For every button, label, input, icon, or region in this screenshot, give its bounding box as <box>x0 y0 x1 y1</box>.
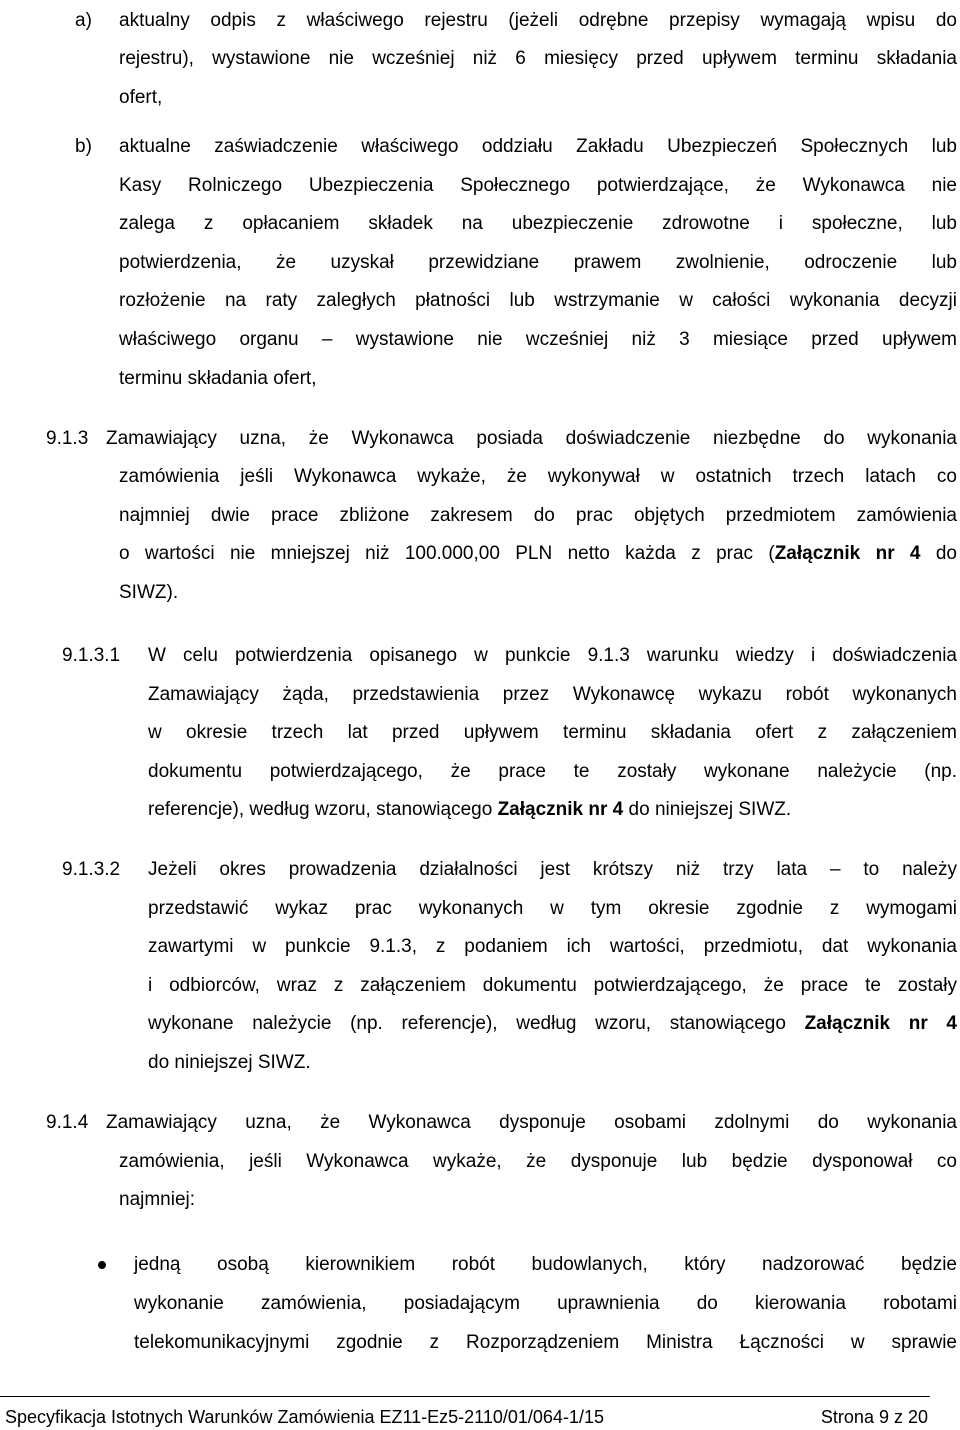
item-b-line-7: terminu składania ofert, <box>119 368 317 389</box>
bullet-line-2: wykonanie zamówienia, posiadającym uprawnienia do kierowania robotami <box>134 1293 957 1314</box>
section-9131-line-3: w okresie trzech lat przed upływem terminu składania ofert z załączeniem <box>148 722 957 743</box>
section-9131-line-2: Zamawiający żąda, przedstawienia przez Wykonawcę wykazu robót wykonanych <box>148 684 957 705</box>
attachment-4-reference: Załącznik nr 4 <box>497 799 624 820</box>
bullet-point <box>98 1261 106 1269</box>
item-b-line-5: rozłożenie na raty zaległych płatności lub wstrzymanie w całości wykonania decyzji <box>119 290 957 311</box>
item-b-label: b) <box>75 136 92 157</box>
item-a-label: a) <box>75 10 92 31</box>
item-b-line-1: aktualne zaświadczenie właściwego oddziału Zakładu Ubezpieczeń Społecznych lub <box>119 136 957 157</box>
section-913-line-1: Zamawiający uzna, że Wykonawca posiada doświadczenie niezbędne do wykonania <box>106 428 957 449</box>
section-9132-line-6: do niniejszej SIWZ. <box>148 1052 311 1073</box>
section-9132-line-4: i odbiorców, wraz z załączeniem dokumentu potwierdzającego, że prace te zostały <box>148 975 957 996</box>
section-913-line-4-text: o wartości nie mniejszej niż 100.000,00 PLN netto każda z prac ( <box>119 543 775 564</box>
section-914-line-3: najmniej: <box>119 1189 196 1210</box>
section-9132-line-5-text: wykonane należycie (np. referencje), według wzoru, stanowiącego <box>148 1013 805 1034</box>
bullet-line-3: telekomunikacyjnymi zgodnie z Rozporządzeniem Ministra Łączności w sprawie <box>134 1332 957 1353</box>
section-914-line-2: zamówienia, jeśli Wykonawca wykaże, że dysponuje lub będzie dysponował co <box>119 1151 957 1172</box>
item-b-line-6: właściwego organu – wystawione nie wcześniej niż 3 miesiące przed upływem <box>119 329 957 350</box>
footer-divider <box>0 1396 930 1397</box>
footer-page-number: Strona 9 z 20 <box>820 1407 928 1427</box>
item-b-line-4: potwierdzenia, że uzyskał przewidziane prawem zwolnienie, odroczenie lub <box>119 252 957 273</box>
item-a-line-1: aktualny odpis z właściwego rejestru (jeżeli odrębne przepisy wymagają wpisu do <box>119 10 957 31</box>
section-913-line-2: zamówienia jeśli Wykonawca wykaże, że wykonywał w ostatnich trzech latach co <box>119 466 957 487</box>
section-913-line-4 <box>119 543 957 565</box>
section-9132-line-3: zawartymi w punkcie 9.1.3, z podaniem ich wartości, przedmiotu, dat wykonania <box>148 936 957 957</box>
section-9131-number: 9.1.3.1 <box>62 645 121 666</box>
section-9131-line-1: W celu potwierdzenia opisanego w punkcie 9.1.3 warunku wiedzy i doświadczenia <box>148 645 957 666</box>
item-b-line-3: zalega z opłacaniem składek na ubezpieczenie zdrowotne i społeczne, lub <box>119 213 957 234</box>
section-9131-line-5 <box>148 799 791 821</box>
attachment-4-reference: Załącznik nr 4 <box>774 543 921 564</box>
section-913-line-5: SIWZ). <box>119 582 179 603</box>
item-a-line-3: ofert, <box>119 87 163 108</box>
section-9132-number: 9.1.3.2 <box>62 859 121 880</box>
section-9131-line-5-text: referencje), według wzoru, stanowiącego <box>148 799 498 820</box>
section-9131-line-4: dokumentu potwierdzającego, że prace te zostały wykonane należycie (np. <box>148 761 957 782</box>
section-9132-line-5 <box>148 1013 957 1035</box>
section-914-number: 9.1.4 <box>46 1112 89 1133</box>
item-a-line-2: rejestru), wystawione nie wcześniej niż 6 miesięcy przed upływem terminu składania <box>119 48 957 69</box>
attachment-4-reference: Załącznik nr 4 <box>804 1013 957 1034</box>
section-913-line-4-tail: do <box>920 543 957 564</box>
section-9132-line-1: Jeżeli okres prowadzenia działalności jest krótszy niż trzy lata – to należy <box>148 859 957 880</box>
section-913-line-3: najmniej dwie prace zbliżone zakresem do prac objętych przedmiotem zamówienia <box>119 505 957 526</box>
footer-document-title: Specyfikacja Istotnych Warunków Zamówienia EZ11-Ez5-2110/01/064-1/15 <box>5 1407 604 1427</box>
bullet-line-1: jedną osobą kierownikiem robót budowlanych, który nadzorować będzie <box>134 1254 957 1275</box>
section-913-number: 9.1.3 <box>46 428 89 449</box>
section-914-line-1: Zamawiający uzna, że Wykonawca dysponuje osobami zdolnymi do wykonania <box>106 1112 957 1133</box>
item-b-line-2: Kasy Rolniczego Ubezpieczenia Społecznego potwierdzające, że Wykonawca nie <box>119 175 957 196</box>
section-9131-line-5-tail: do niniejszej SIWZ. <box>623 799 792 820</box>
section-9132-line-2: przedstawić wykaz prac wykonanych w tym okresie zgodnie z wymogami <box>148 898 957 919</box>
